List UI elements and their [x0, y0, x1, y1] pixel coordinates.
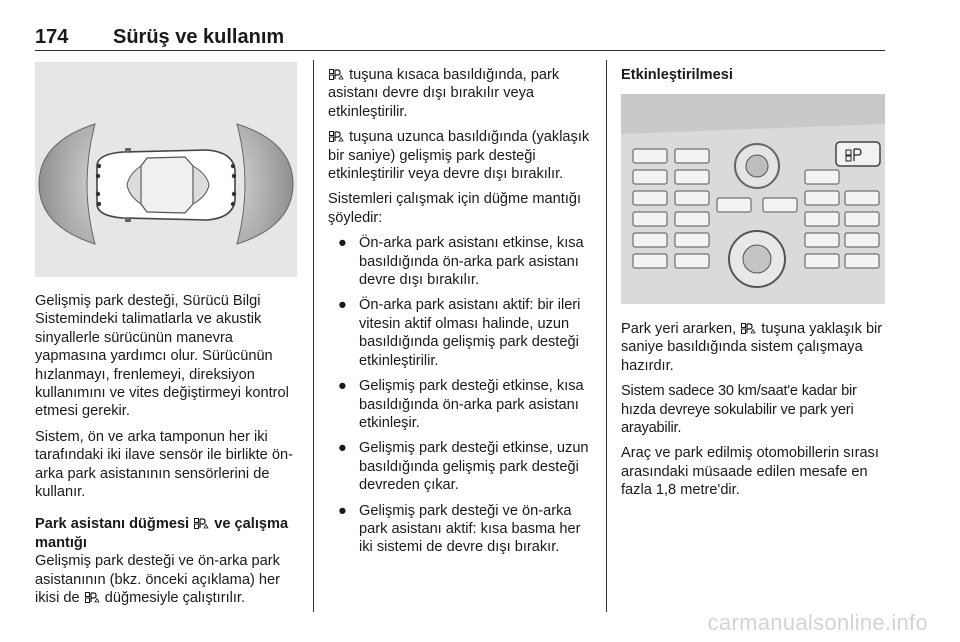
activation-heading: Etkinleştirilmesi	[621, 67, 733, 83]
list-item: ● Gelişmiş park desteği ve ön-arka park asistanı aktif: kısa basma her iki sistemi de devre dışı bırakır.	[338, 502, 581, 556]
logic-intro-paragraph: Sistemleri çalışmak için düğme mantığı şöyledir:	[328, 191, 582, 226]
long-press-paragraph: tuşuna uzunca basıldığında (yaklaşık bir saniye) gelişmiş park desteği etkinleştirilir veya devre dışı bırakılır.	[328, 129, 590, 183]
page-header	[35, 26, 885, 50]
button-operation-paragraph: Gelişmiş park desteği ve ön-arka park asistanının (bkz. önceki açıklama) her ikisi de düğmesiyle çalıştırılır.	[35, 553, 280, 607]
column-divider-2	[606, 60, 607, 612]
car-sensor-illustration	[35, 62, 297, 277]
logic-bullet-list	[328, 234, 594, 557]
page-number: 174	[35, 26, 69, 48]
park-assist-button-icon	[741, 323, 756, 334]
intro-paragraph: Gelişmiş park desteği, Sürücü Bilgi Sistemindeki talimatlarla ve akustik sinyallerle sürücünün manevra yapmasına yardımcı olur. Sürücünün hızlanmayı, frenlemeyi, direksiyon kullanımını ve vites değiştirmeyi kontrol etmesi gerekir.	[35, 293, 289, 420]
list-item: ● Ön-arka park asistanı etkinse, kısa basıldığında ön-arka park asistanı devre dışı bırakılır.	[338, 235, 584, 289]
activation-paragraph: Park yeri ararken, tuşuna yaklaşık bir saniye basıldığında sistem çalışmaya hazırdır.	[621, 321, 883, 374]
center-console-illustration	[621, 94, 885, 304]
text-column-1	[35, 292, 299, 615]
park-assist-button-icon	[329, 69, 344, 80]
park-assist-button-icon	[85, 592, 100, 603]
section-heading: Park asistanı düğmesi ve çalışma mantığı	[35, 516, 289, 551]
distance-paragraph: Araç ve park edilmiş otomobillerin sırası arasındaki müsaade edilen mesafe en fazla 1,8 metre'dir.	[621, 445, 879, 499]
short-press-paragraph: tuşuna kısaca basıldığında, park asistanı devre dışı bırakılır veya etkinleştirilir.	[328, 67, 560, 120]
speed-limit-paragraph: Sistem sadece 30 km/saat'e kadar bir hızda devreye sokulabilir ve park yeri arayabilir.	[621, 383, 857, 437]
park-assist-button-icon	[194, 518, 209, 529]
text-column-2	[328, 66, 594, 564]
list-item: ● Ön-arka park asistanı aktif: bir ileri vitesin aktif olması halinde, uzun basıldığında gelişmiş park desteği etkinleştirilir.	[338, 297, 581, 369]
list-item: ● Gelişmiş park desteği etkinse, uzun basıldığında gelişmiş park desteği devreden çıkar.	[338, 440, 589, 494]
watermark: carmanualsonline.info	[707, 610, 928, 635]
text-column-3	[621, 320, 887, 507]
page-title: Sürüş ve kullanım	[113, 26, 285, 48]
park-assist-button-icon	[329, 131, 344, 142]
header-rule	[35, 50, 885, 51]
list-item: ● Gelişmiş park desteği etkinse, kısa basıldığında ön-arka park asistanı etkinleşir.	[338, 378, 584, 431]
column-divider-1	[313, 60, 314, 612]
section-heading-container	[621, 66, 887, 84]
sensor-paragraph: Sistem, ön ve arka tamponun her iki tarafındaki iki ilave sensör ile birlikte ön-arka park asistanının sensörlerini de kullanır.	[35, 428, 293, 501]
